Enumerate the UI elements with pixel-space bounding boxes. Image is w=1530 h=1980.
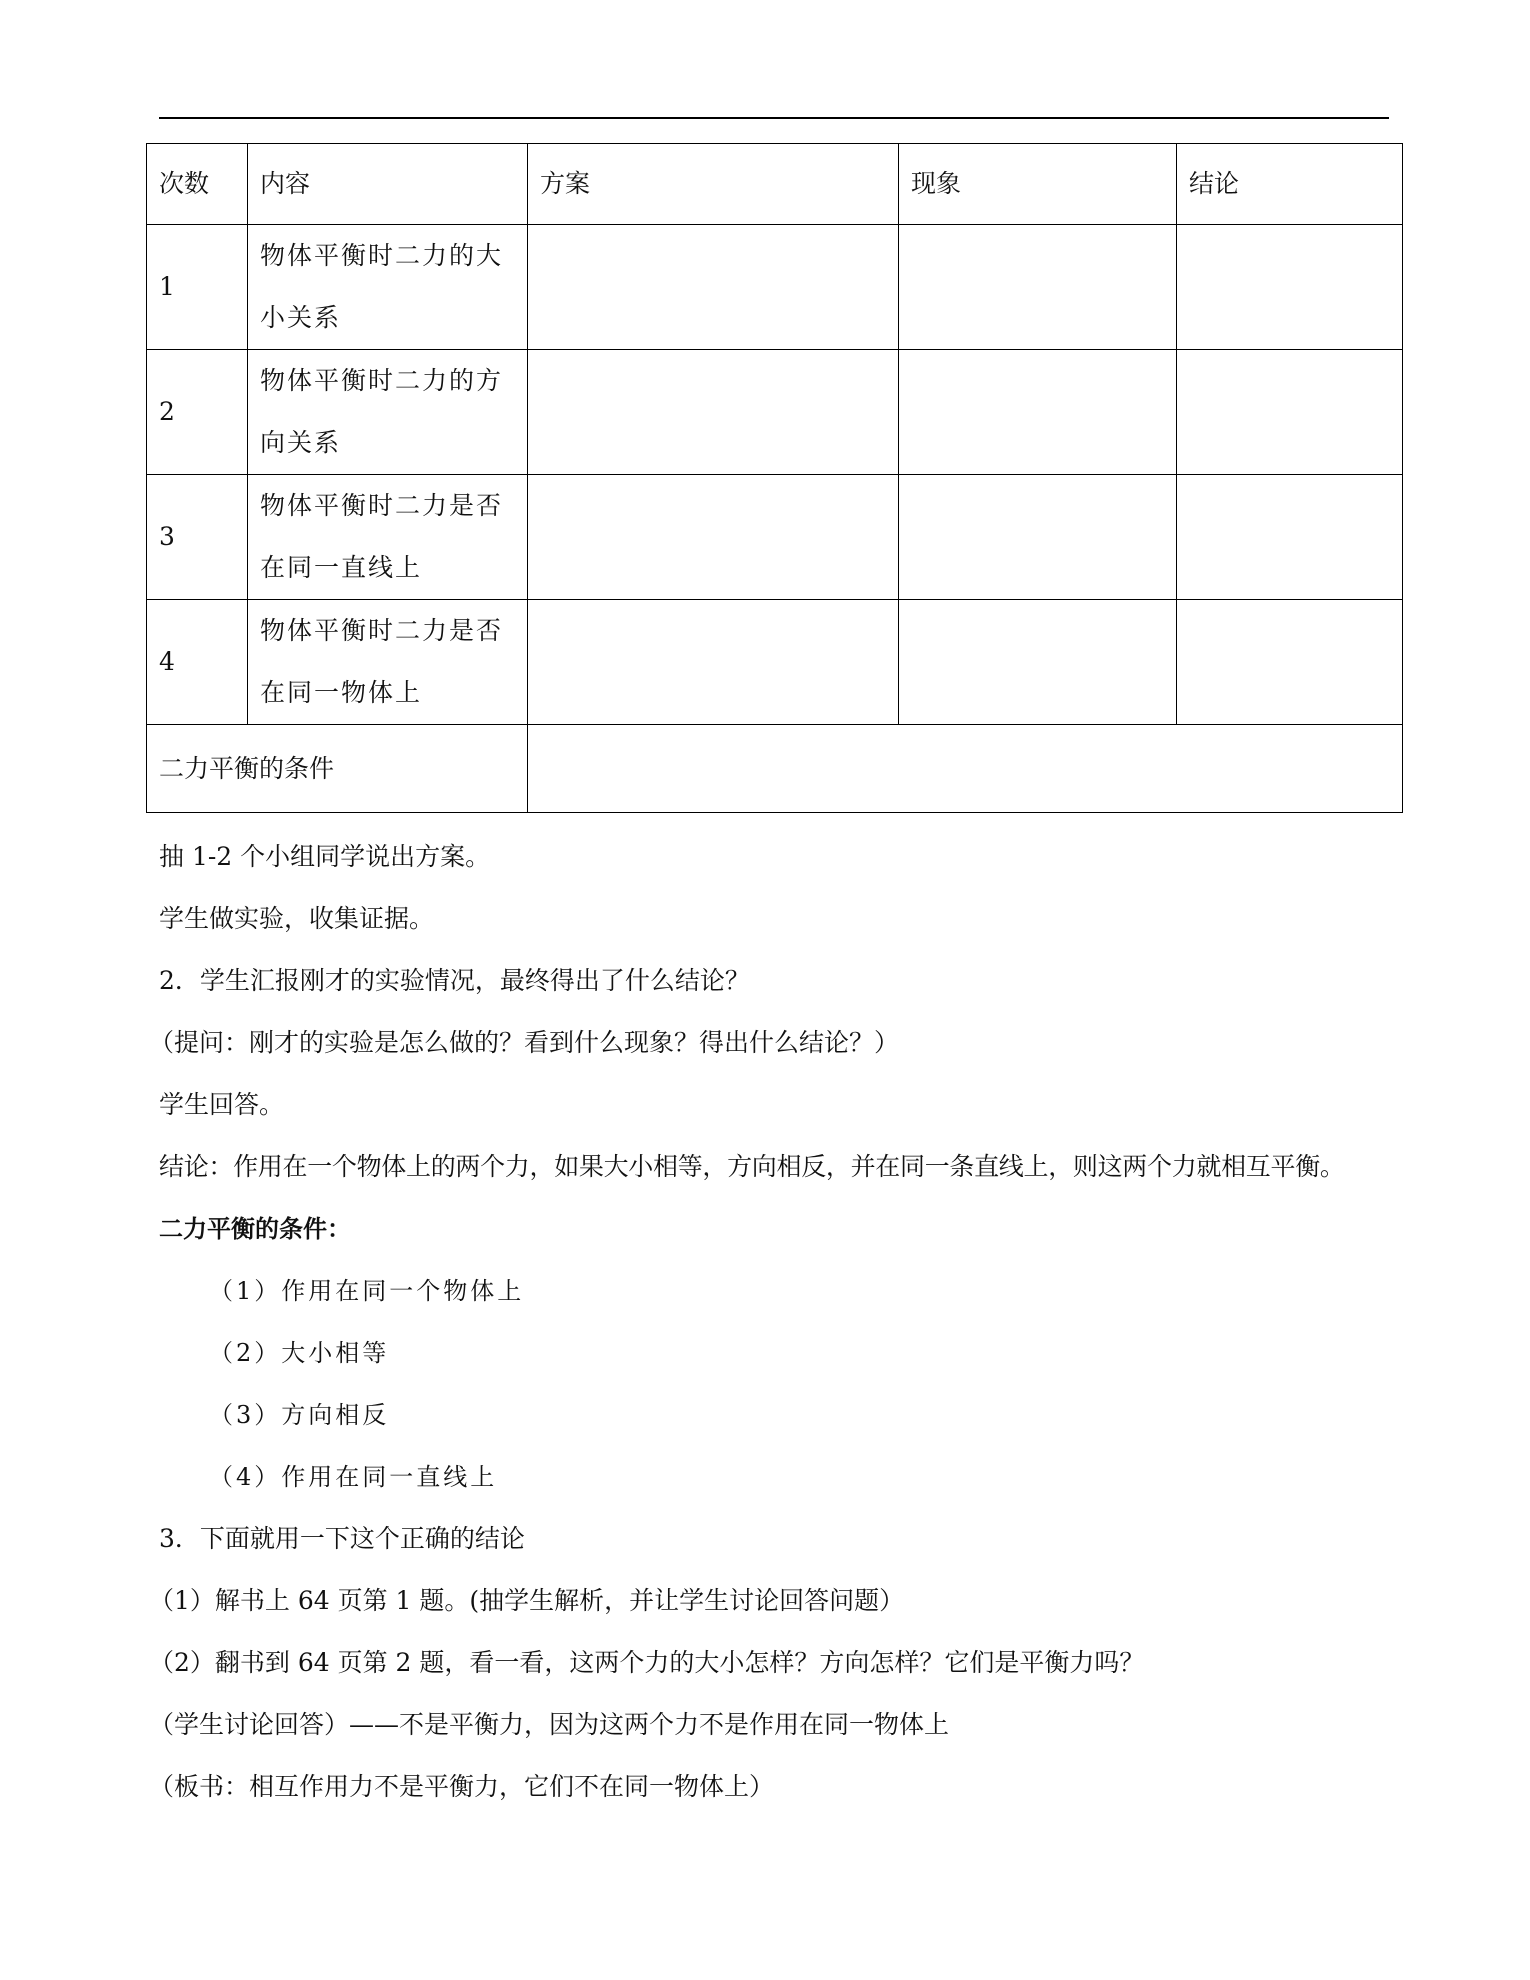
condition-item: （1）作用在同一个物体上 bbox=[209, 1277, 525, 1305]
paragraph: （提问：刚才的实验是怎么做的？看到什么现象？得出什么结论？） bbox=[149, 1028, 900, 1057]
row-number: 1 bbox=[147, 225, 248, 350]
row-content bbox=[248, 475, 528, 600]
content-line: 物体平衡时二力的方 bbox=[260, 366, 504, 395]
content-line: 向关系 bbox=[260, 428, 342, 457]
content-line: 在同一直线上 bbox=[260, 553, 423, 582]
plan-cell bbox=[528, 350, 899, 475]
conditions-title: 二力平衡的条件： bbox=[159, 1215, 351, 1243]
paragraph: （板书：相互作用力不是平衡力，它们不在同一物体上） bbox=[149, 1772, 775, 1801]
condition-item: （3）方向相反 bbox=[209, 1401, 390, 1429]
table-row bbox=[147, 225, 1403, 350]
header-cell-conclusion: 结论 bbox=[1177, 144, 1403, 225]
header-cell-phenomenon: 现象 bbox=[899, 144, 1177, 225]
body-text bbox=[149, 826, 1419, 1818]
header-cell-plan: 方案 bbox=[528, 144, 899, 225]
paragraph: 学生回答。 bbox=[159, 1090, 285, 1119]
table-footer-row bbox=[147, 725, 1403, 813]
phenomenon-cell bbox=[899, 475, 1177, 600]
plan-cell bbox=[528, 475, 899, 600]
paragraph: 学生做实验，收集证据。 bbox=[159, 904, 435, 933]
content-line: 小关系 bbox=[260, 303, 342, 332]
paragraph: 2．学生汇报刚才的实验情况，最终得出了什么结论？ bbox=[159, 966, 750, 995]
footer-value-cell bbox=[528, 725, 1403, 813]
row-content bbox=[248, 600, 528, 725]
table-row bbox=[147, 600, 1403, 725]
header-cell-content: 内容 bbox=[248, 144, 528, 225]
content-line: 物体平衡时二力是否 bbox=[260, 616, 504, 645]
condition-item: （2）大小相等 bbox=[209, 1339, 390, 1367]
content-line: 在同一物体上 bbox=[260, 678, 423, 707]
conclusion-cell bbox=[1177, 475, 1403, 600]
row-content bbox=[248, 225, 528, 350]
table-row bbox=[147, 475, 1403, 600]
condition-item: （4）作用在同一直线上 bbox=[209, 1463, 498, 1491]
conclusion-paragraph: 结论：作用在一个物体上的两个力，如果大小相等，方向相反，并在同一条直线上，则这两个力就相互平衡。 bbox=[159, 1152, 1345, 1181]
phenomenon-cell bbox=[899, 225, 1177, 350]
phenomenon-cell bbox=[899, 600, 1177, 725]
phenomenon-cell bbox=[899, 350, 1177, 475]
paragraph: （2）翻书到 64 页第 2 题，看一看，这两个力的大小怎样？方向怎样？它们是平衡力吗？ bbox=[149, 1648, 1145, 1677]
conclusion-cell bbox=[1177, 225, 1403, 350]
content-line: 物体平衡时二力是否 bbox=[260, 491, 504, 520]
table-header-row bbox=[147, 144, 1403, 225]
footer-label: 二力平衡的条件 bbox=[147, 725, 528, 813]
paragraph: （1）解书上 64 页第 1 题。(抽学生解析，并让学生讨论回答问题） bbox=[149, 1586, 905, 1615]
row-number: 2 bbox=[147, 350, 248, 475]
paragraph: 3．下面就用一下这个正确的结论 bbox=[159, 1524, 525, 1553]
header-cell-count: 次数 bbox=[147, 144, 248, 225]
header-rule bbox=[159, 117, 1389, 119]
experiment-table bbox=[146, 143, 1403, 813]
row-number: 4 bbox=[147, 600, 248, 725]
row-content bbox=[248, 350, 528, 475]
plan-cell bbox=[528, 600, 899, 725]
content-line: 物体平衡时二力的大 bbox=[260, 241, 504, 270]
plan-cell bbox=[528, 225, 899, 350]
table-row bbox=[147, 350, 1403, 475]
conclusion-cell bbox=[1177, 600, 1403, 725]
conclusion-cell bbox=[1177, 350, 1403, 475]
row-number: 3 bbox=[147, 475, 248, 600]
paragraph: （学生讨论回答）——不是平衡力，因为这两个力不是作用在同一物体上 bbox=[149, 1710, 950, 1739]
paragraph: 抽 1-2 个小组同学说出方案。 bbox=[159, 842, 491, 871]
